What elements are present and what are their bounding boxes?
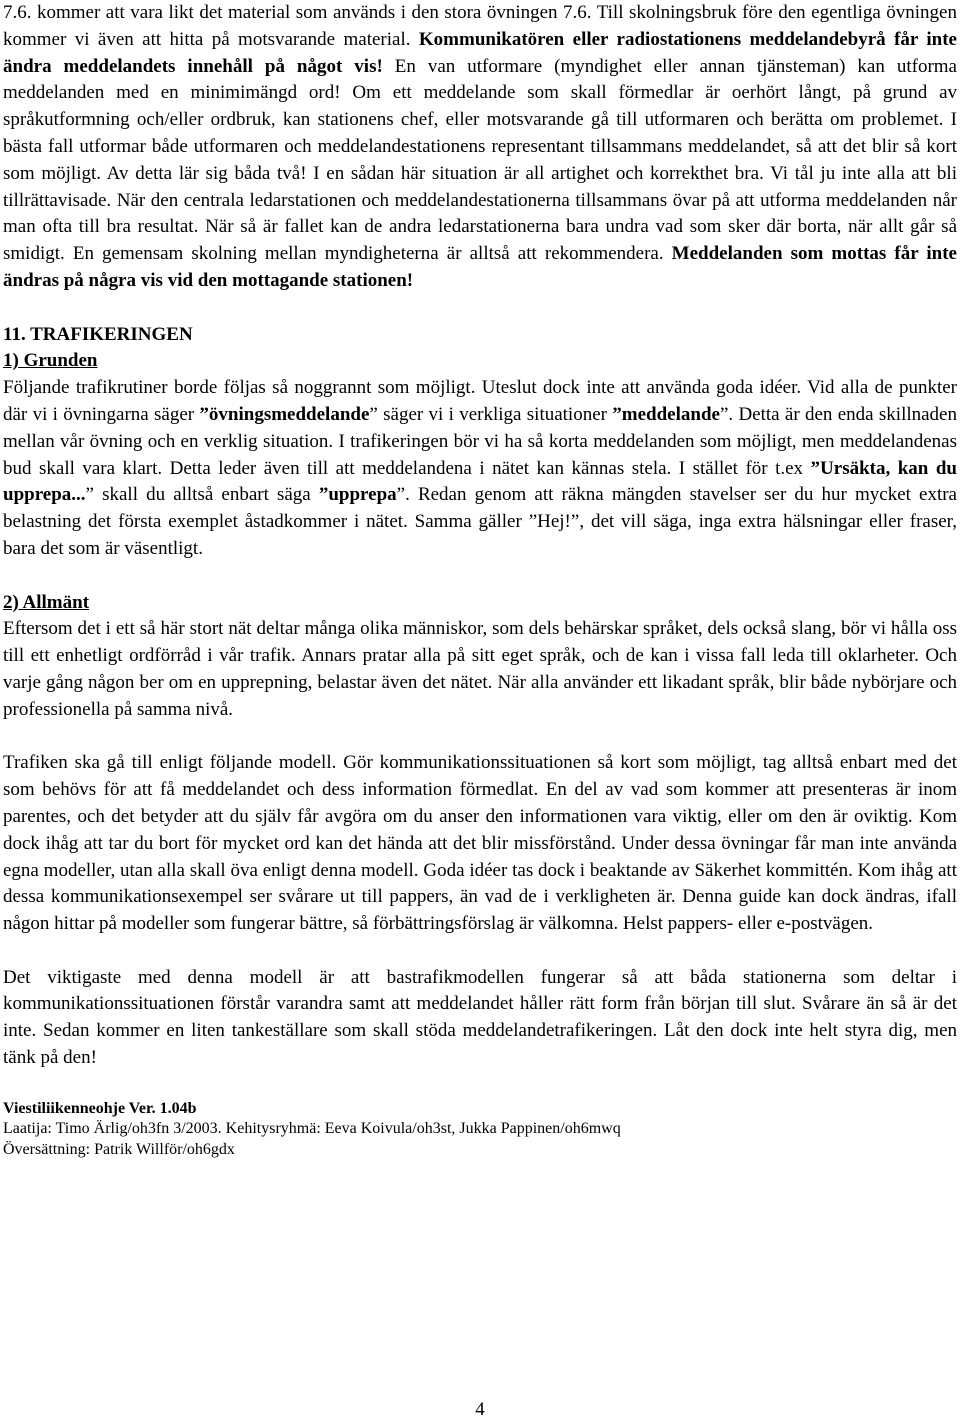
- intro-paragraph: [3, 0, 957, 295]
- modell-paragraph: Det viktigaste med denna modell är att bastrafikmodellen fungerar så att båda stationerna som deltar i kommunikationssituationen förstår varandra samt att meddelandet håller rätt form från början till slut. Svårare än så är det inte. Sedan kommer en liten tankeställare som skall stöda meddelandetrafikeringen. Låt den dock inte helt styra dig, men tänk på den!: [3, 966, 957, 1069]
- allmant-paragraph: Eftersom det i ett så här stort nät deltar många olika människor, som dels behärskar språket, dels också slang, bör vi hålla oss till ett enhetligt ordförråd i vår trafik. Annars pratar alla på sitt eget språk, och de kan i vissa fall leda till oklarheter. Och varje gång någon ber om en upprepning, belastar även det nätet. När alla använder ett likadant språk, blir både nybörjare och professionella på samma nivå.: [3, 618, 957, 720]
- spacer: [3, 938, 957, 965]
- footer-authors: Laatija: Timo Ärlig/oh3fn 3/2003. Kehitysryhmä: Eeva Koivula/oh3st, Jukka Pappinen/oh6mwq: [3, 1120, 621, 1138]
- spacer: [3, 563, 957, 590]
- section-title: 11. TRAFIKERINGEN: [3, 323, 193, 345]
- intro-bold-2: Meddelanden som mottas får inte ändras på några vis vid den mottagande stationen!: [3, 243, 957, 291]
- grunden-paragraph: Följande trafikrutiner borde följas så noggrannt som möjligt. Uteslut dock inte att använda goda idéer. Vid alla de punkter där vi i övningarna säger ”övningsmeddelande” säger vi i verkliga situationer ”meddelande”. Detta är den enda skillnaden mellan vår övning och en verklig situation. I trafikeringen bör vi ha så korta meddelanden som möjligt, men meddelandenas bud skall vara klart. Detta leder även till att meddelandena i nätet kan kännas stela. I stället för t.ex ”Ursäkta, kan du upprepa...” skall du alltså enbart säga ”upprepa”. Redan genom att räkna mängden stavelser ser du hur mycket extra belastning det första exemplet åstadkommer i nätet. Samma gäller ”Hej!”, det vill säga, inga extra hälsningar eller fraser, bara det som är väsentligt.: [3, 377, 957, 559]
- spacer: [3, 1072, 957, 1099]
- document-page: [3, 0, 957, 1160]
- spacer: [3, 724, 957, 751]
- subsection-title-allmant: 2) Allmänt: [3, 591, 90, 613]
- footer-translation: Översättning: Patrik Willför/oh6gdx: [3, 1140, 235, 1158]
- page-number: 4: [475, 1399, 485, 1420]
- subsection-title-grunden: 1) Grunden: [3, 350, 98, 372]
- trafik-paragraph: Trafiken ska gå till enligt följande modell. Gör kommunikationssituationen så kort som möjligt, tag alltså enbart med det som behövs för att få meddelandet och dess information förmedlat. En del av vad som kommer att presenteras är inom parentes, och det betyder att du själv får avgöra om du anser den informationen vara viktig, eller om den är oviktig. Kom dock ihåg att tar du bort för mycket ord kan det hända att det blir missförstånd. Under dessa övningar får man inte använda egna modeller, utan alla skall öva enligt denna modell. Goda idéer tas dock i beaktande av Säkerhet kommittén. Kom ihåg att dessa kommunikationsexempel ser svårare ut till pappers, än vad de i verkligheten är. Denna guide kan dock ändras, ifall någon hittar på modeller som fungerar bättre, så förbättringsförslag är välkomna. Helst pappers- eller e-postvägen.: [3, 752, 957, 935]
- intro-text-2: En van utformare (myndighet eller annan tjänsteman) kan utforma meddelanden med en minimimängd ord! Om ett meddelande som skall förmedlar är oerhört långt, på grund av språkutformning och/eller ordbruk, kan stationens chef, eller motsvarande gå till utformaren och berätta om problemet. I bästa fall utformar både utformaren och meddelandestationens representant tillsammans meddelandet, så att det blir så kort som möjligt. Av detta lär sig båda två! I en sådan här situation är all artighet och korrekthet bra. Vi tål ju inte alla att bli tillrättavisade. När den centrala ledarstationen och meddelandestationerna tillsammans övar på att utforma meddelanden når man ofta till bra resultat. När så är fallet kan de andra ledarstationerna bara undra vad som sker där borta, när allt går så smidigt. En gemensam skolning mellan myndigheterna är alltså att rekommendera.: [3, 55, 957, 265]
- intro-bold-1: Kommunikatören eller radiostationens meddelandebyrå får inte ändra meddelandets innehåll på något vis!: [3, 28, 957, 77]
- footer-version: Viestiliikenneohje Ver. 1.04b: [3, 1099, 197, 1117]
- spacer: [3, 295, 957, 322]
- intro-text-1: 7.6. kommer att vara likt det material som används i den stora övningen 7.6. Till skolningsbruk före den egentliga övningen kommer vi även att hitta på motsvarande material.: [3, 2, 957, 50]
